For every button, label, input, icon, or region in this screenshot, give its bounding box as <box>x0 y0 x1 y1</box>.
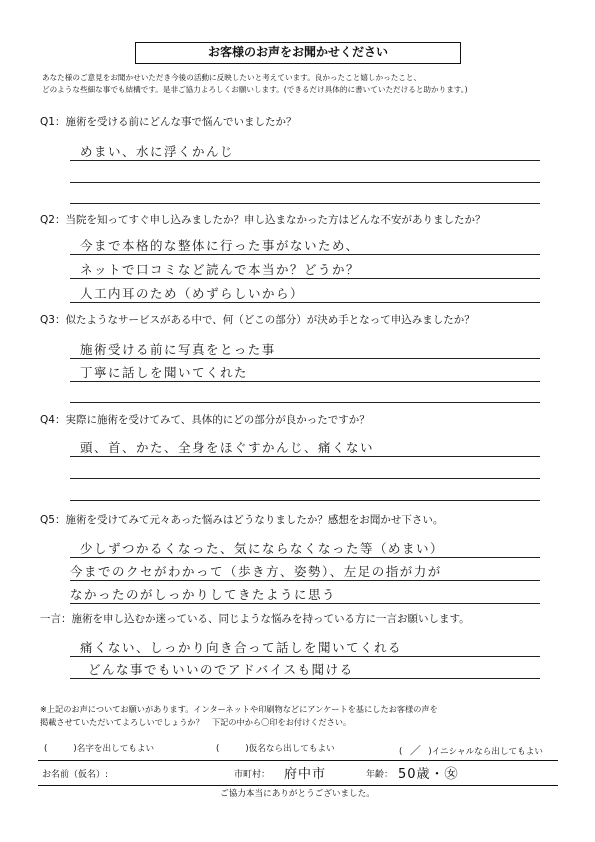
city-label: 市町村： <box>234 770 271 780</box>
answer-rule <box>70 182 540 183</box>
option-label: 名字を出してもよい <box>76 744 155 754</box>
answer-rule <box>70 478 540 479</box>
answer-rule <box>70 456 540 457</box>
thanks-message: ご協力本当にありがとうございました。 <box>220 789 375 799</box>
publication-notice <box>40 703 570 729</box>
question-comment: 一言：施術を申し込むか迷っている、同じような悩みを持っている方に一言お願いします。 <box>40 613 470 625</box>
name-label: お名前（仮名）: <box>42 770 109 780</box>
answer-5-1: 少しずつかるくなった、気にならなくなった等（めまい） <box>80 541 445 556</box>
answer-rule <box>70 678 540 679</box>
city-value: 府中市 <box>284 767 327 782</box>
answer-rule <box>70 402 540 403</box>
answer-6-2: どんな事でもいいのでアドバイスも聞ける <box>88 662 354 677</box>
answer-2-3: 人工内耳のため（めずらしいから） <box>80 286 305 301</box>
intro-text <box>42 72 562 96</box>
answer-5-3: なかったのがしっかりしてきたように思う <box>70 587 337 602</box>
option-label: 仮名なら出してもよい <box>248 744 335 754</box>
answer-rule <box>70 203 540 204</box>
answer-1-1: めまい、水に浮くかんじ <box>80 144 235 159</box>
notice-line: 掲載させていただいてよろしいでしょうか？ 下記の中から〇印をお付けください。 <box>40 717 352 727</box>
answer-3-1: 施術受ける前に写真をとった事 <box>80 342 276 357</box>
question-1: Q1：施術を受ける前にどんな事で悩んでいましたか？ <box>40 116 297 128</box>
question-4: Q4：実際に施術を受けてみて、具体的にどの部分が良かったですか？ <box>40 414 370 426</box>
answer-rule <box>70 302 540 303</box>
answer-rule <box>70 557 540 558</box>
question-3: Q3：似たようなサービスがある中で、何（どこの部分）が決め手となって申込みましたか？ <box>40 314 475 326</box>
question-2: Q2：当院を知ってすぐ申し込みましたか？申し込まなかった方はどんな不安がありましたか？ <box>40 214 486 226</box>
answer-2-1: 今まで本格的な整体に行った事がないため、 <box>80 238 360 253</box>
age-value: 50歳・㊛ <box>398 767 459 782</box>
answer-3-2: 丁寧に話しを聞いてくれた <box>80 365 249 380</box>
answer-6-1: 痛くない、しっかり向き合って話しを聞いてくれる <box>80 640 403 655</box>
answer-5-2: 今までのクセがわかって（歩き方、姿勢）、左足の指が力が <box>70 564 442 579</box>
option-mark: ／ <box>409 744 421 757</box>
answer-rule <box>70 278 540 279</box>
answer-rule <box>70 358 540 359</box>
respondent-info <box>38 760 558 786</box>
answer-rule <box>70 254 540 255</box>
answer-rule <box>70 381 540 382</box>
option-surname[interactable]: ( )名字を出してもよい <box>44 744 155 754</box>
notice-line: ※上記のお声についてお願いがあります。インターネットや印刷物などにアンケートを基にしたお客様の声を <box>40 704 438 714</box>
option-initials[interactable]: ( ／ )イニシャルなら出してもよい <box>399 744 543 757</box>
option-label: イニシャルなら出してもよい <box>431 747 543 757</box>
intro-line: あなた様のご意見をお聞かせいただき今後の活動に反映したいと考えています。良かったこと嬉しかったこと、 <box>42 73 422 82</box>
answer-4-1: 頭、首、かた、全身をほぐすかんじ、痛くない <box>80 440 375 455</box>
answer-rule <box>70 500 540 501</box>
answer-rule <box>70 656 540 657</box>
answer-rule <box>70 580 540 581</box>
answer-2-2: ネットで口コミなど読んで本当か？どうか？ <box>80 262 361 277</box>
option-pseudonym[interactable]: ( )仮名なら出してもよい <box>216 744 335 754</box>
answer-rule <box>70 160 540 161</box>
intro-line: どのような些細な事でも結構です。是非ご協力よろしくお願いします。(できるだけ具体的に書いていただけると助かります。) <box>42 85 468 94</box>
answer-rule <box>70 603 540 604</box>
question-5: Q5：施術を受けてみて元々あった悩みはどうなりましたか？感想をお聞かせ下さい。 <box>40 514 444 526</box>
page-title: お客様のお声をお聞かせください <box>135 42 461 64</box>
age-label: 年齢： <box>366 770 394 780</box>
